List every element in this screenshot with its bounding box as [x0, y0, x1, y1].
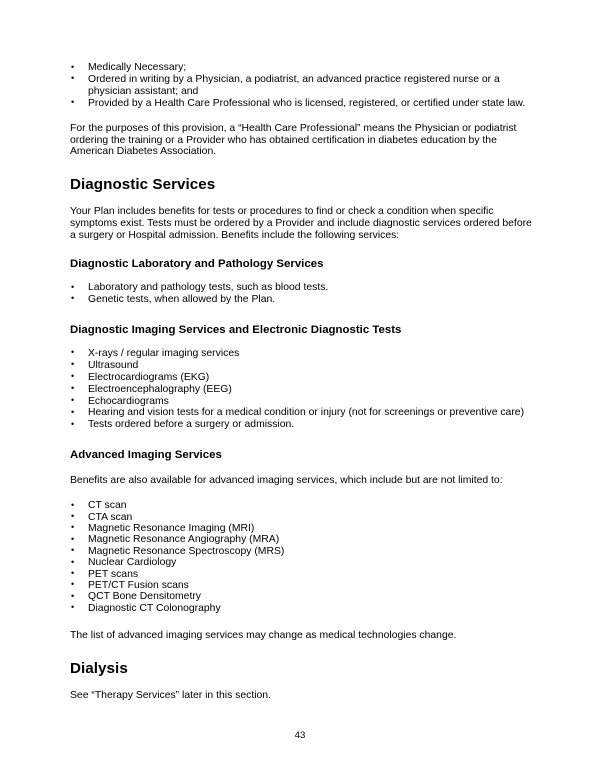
list-item: • CTA scan — [70, 512, 532, 523]
list-item: • PET scans — [70, 569, 532, 580]
lab-pathology-list — [70, 282, 532, 306]
list-item: • QCT Bone Densitometry — [70, 591, 532, 602]
list-item: • Diagnostic CT Colonography — [70, 603, 532, 614]
list-item: • Echocardiograms — [70, 396, 532, 408]
subheading-imaging-electronic: Diagnostic Imaging Services and Electronic Diagnostic Tests — [70, 323, 402, 336]
list-item: • Magnetic Resonance Spectroscopy (MRS) — [70, 546, 532, 557]
diagnostic-services-paragraph: Your Plan includes benefits for tests or procedures to find or check a condition when specific symptoms exist. Tests must be ordered by a Provider and include diagnostic services ordered before a surgery or Hospital admission. Benefits include the following services: — [70, 206, 532, 242]
list-item: • Tests ordered before a surgery or admission. — [70, 419, 532, 431]
list-item: • Medically Necessary; — [70, 62, 532, 74]
spacer — [70, 271, 532, 282]
spacer — [70, 642, 532, 660]
list-item: • Electroencephalography (EEG) — [70, 384, 532, 396]
list-item: • CT scan — [70, 500, 532, 511]
list-item: • Magnetic Resonance Angiography (MRA) — [70, 534, 532, 545]
advanced-imaging-closing-paragraph: The list of advanced imaging services may change as medical technologies change. — [70, 630, 457, 642]
dialysis-paragraph: See “Therapy Services” later in this section. — [70, 690, 271, 702]
spacer — [70, 193, 532, 206]
list-item: • Hearing and vision tests for a medical condition or injury (not for screenings or preventive care) — [70, 407, 532, 419]
list-item: • Electrocardiograms (EKG) — [70, 372, 532, 384]
intro-paragraph: For the purposes of this provision, a “Health Care Professional” means the Physician or podiatrist ordering the training or a Provider who has obtained certification in diabetes education by the American Diabetes Association. — [70, 122, 517, 158]
spacer — [70, 337, 532, 348]
page-content — [70, 62, 532, 702]
list-item: • Ordered in writing by a Physician, a podiatrist, an advanced practice registered nurse or a physician assistant; and — [70, 74, 532, 98]
list-item: • PET/CT Fusion scans — [70, 580, 532, 591]
spacer — [70, 462, 532, 475]
spacer — [70, 306, 532, 324]
subheading-lab-pathology: Diagnostic Laboratory and Pathology Services — [70, 258, 324, 271]
page-number: 43 — [294, 730, 306, 741]
spacer — [70, 110, 532, 123]
advanced-imaging-list — [70, 500, 532, 614]
spacer — [70, 158, 532, 176]
list-item: • Nuclear Cardiology — [70, 557, 532, 568]
page-title-dialysis: Dialysis — [70, 660, 128, 678]
subheading-advanced-imaging: Advanced Imaging Services — [70, 449, 222, 462]
list-item: • Laboratory and pathology tests, such as blood tests. — [70, 282, 532, 294]
spacer — [70, 677, 532, 690]
page-title-diagnostic-services: Diagnostic Services — [70, 176, 216, 194]
spacer — [70, 242, 532, 258]
list-item: • Genetic tests, when allowed by the Plan. — [70, 294, 532, 306]
list-item: • Ultrasound — [70, 360, 532, 372]
spacer — [70, 487, 532, 500]
spacer — [70, 614, 532, 630]
intro-bullet-list — [70, 62, 532, 110]
list-item: • X-rays / regular imaging services — [70, 348, 532, 360]
imaging-electronic-list — [70, 348, 532, 431]
spacer — [70, 431, 532, 449]
advanced-imaging-paragraph: Benefits are also available for advanced imaging services, which include but are not limited to: — [70, 475, 503, 487]
list-item: • Provided by a Health Care Professional who is licensed, registered, or certified under state law. — [70, 98, 532, 110]
list-item: • Magnetic Resonance Imaging (MRI) — [70, 523, 532, 534]
